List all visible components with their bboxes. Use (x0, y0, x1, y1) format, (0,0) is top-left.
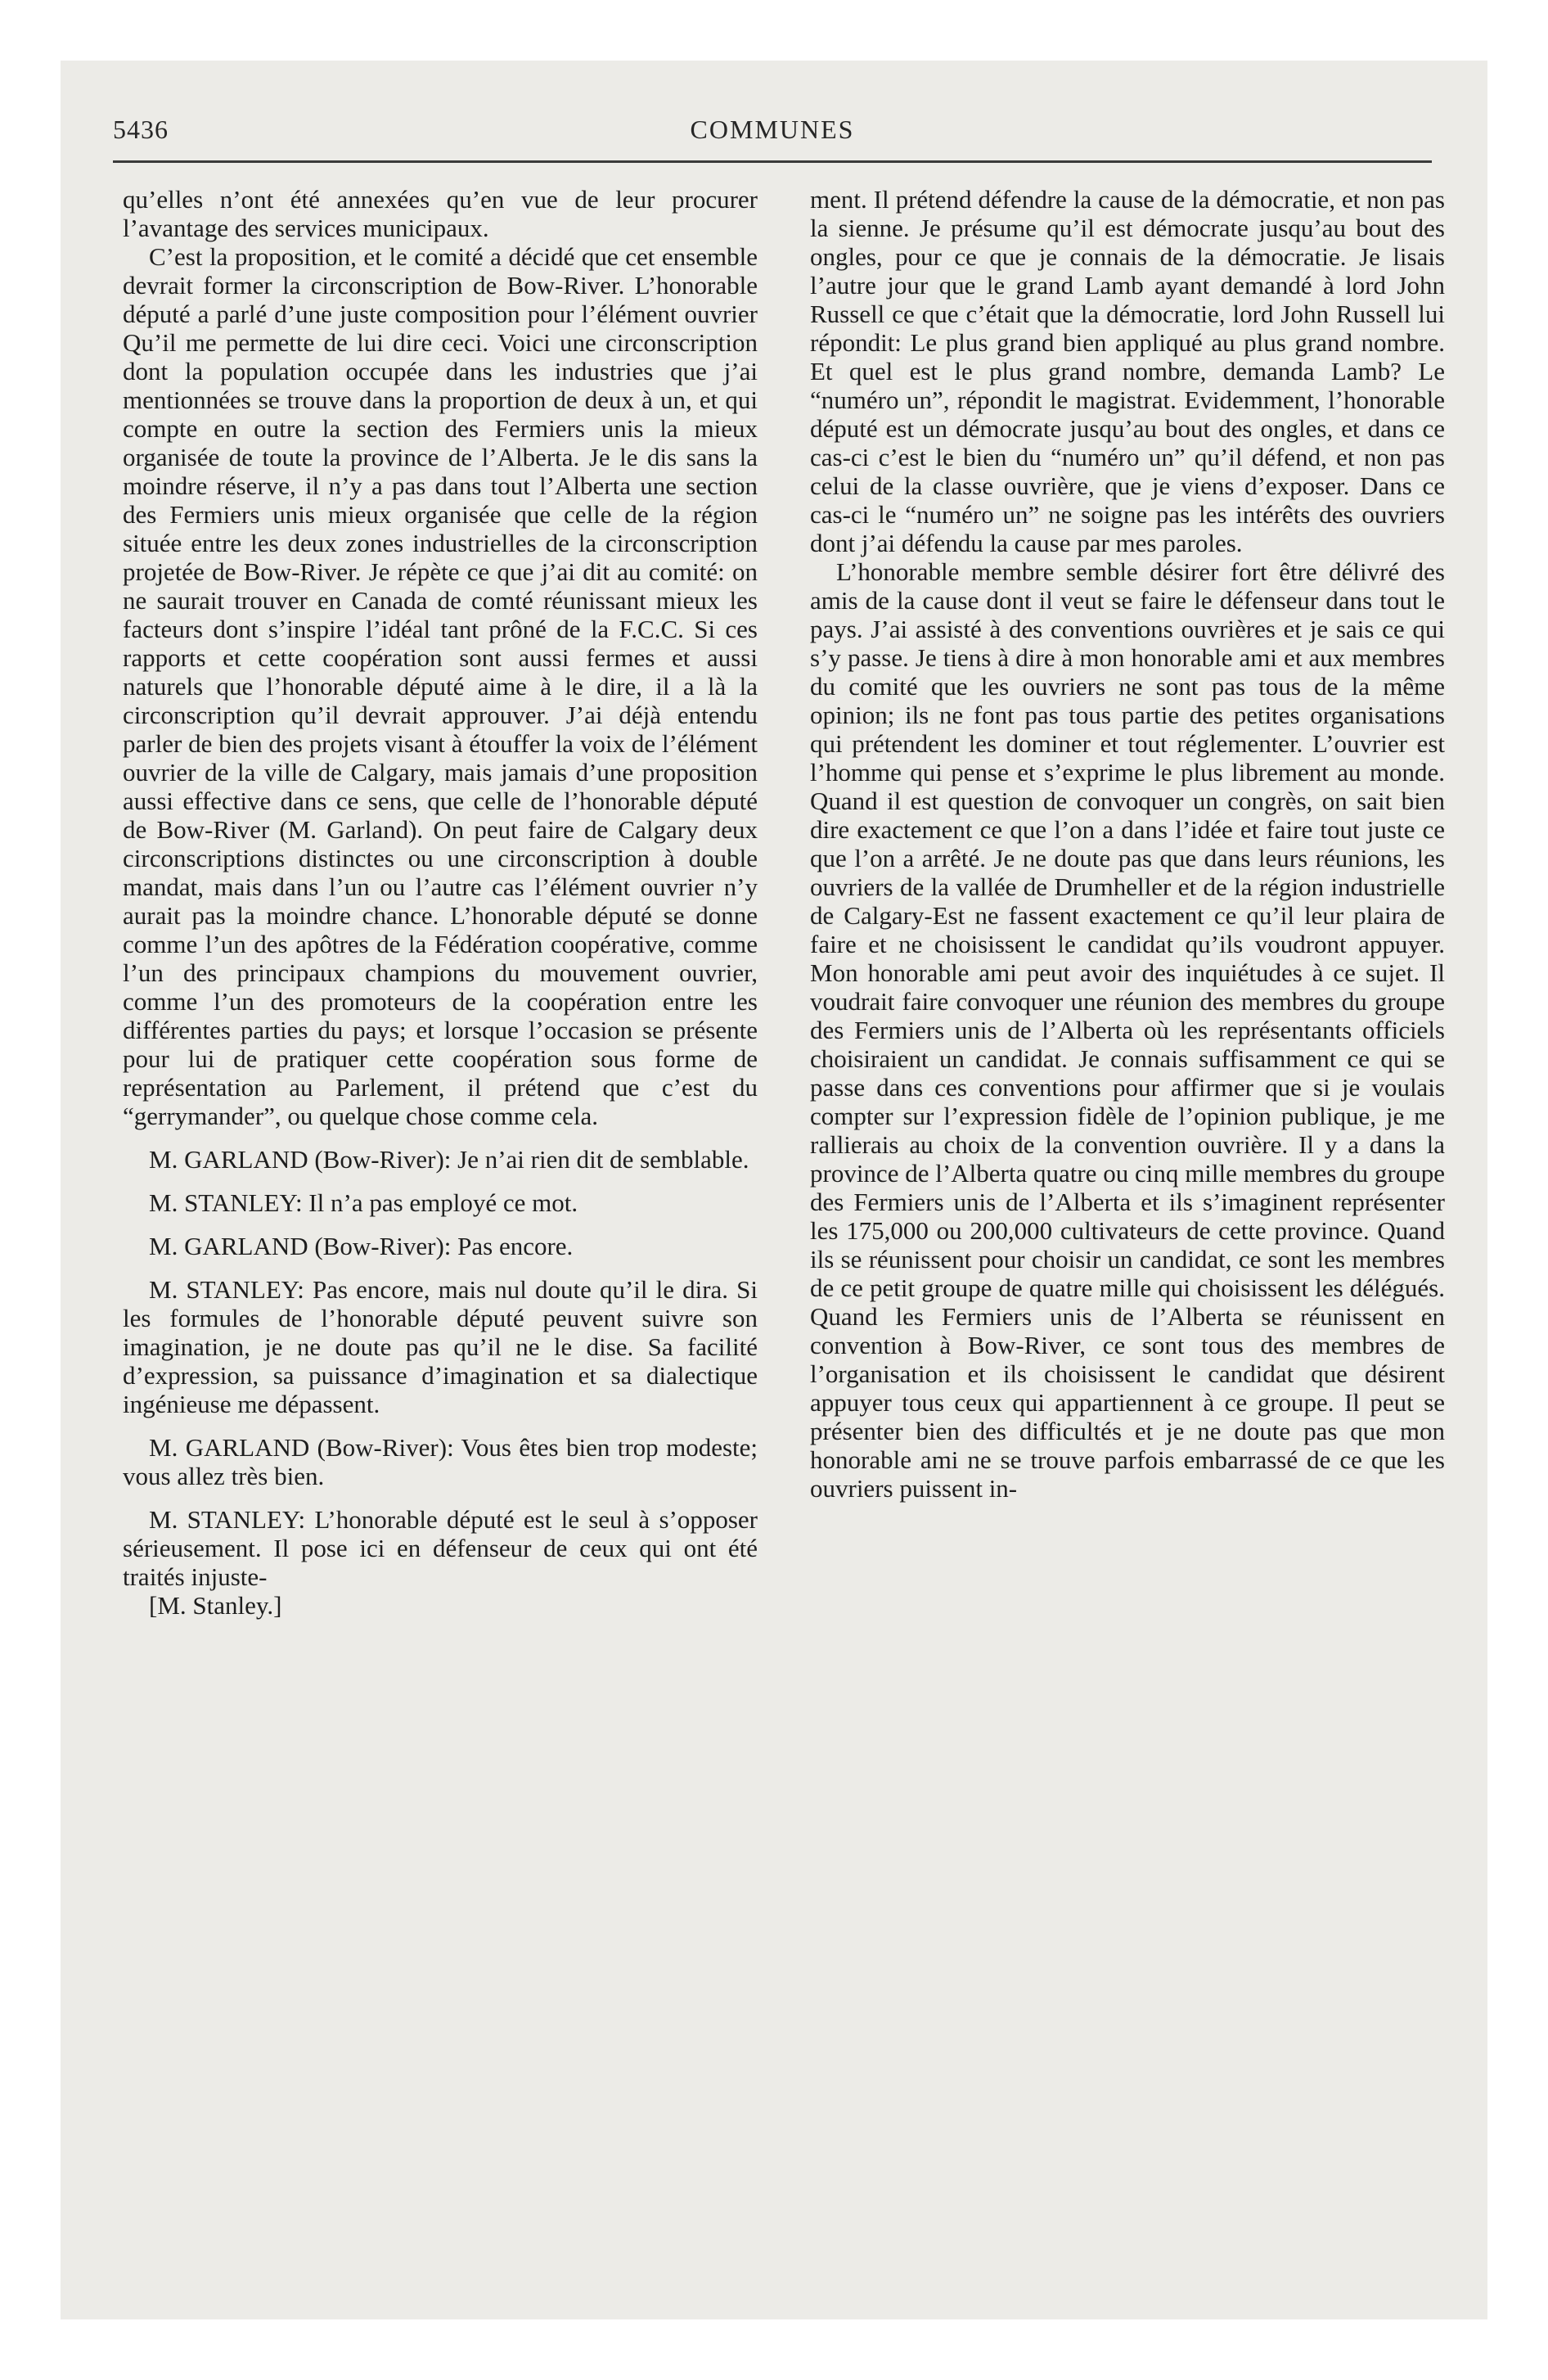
speech-stanley-2: M. STANLEY: Pas encore, mais nul doute qu’il le dira. Si les formules de l’honorable député peuvent suivre son imagination, je ne doute pas qu’il ne le dise. Sa facilité d’expression, sa puissance d’imagination et sa dialectique ingénieuse me dépassent. (123, 1275, 758, 1418)
running-title: COMMUNES (690, 115, 855, 144)
right-paragraph-continuation: ment. Il prétend défendre la cause de la démocratie, et non pas la sienne. Je présume qu’il est démocrate jusqu’au bout des ongles, pour ce que je connais de la démocratie. Je lisais l’autre jour que le grand Lamb ayant demandé à lord John Russell ce que c’était que la démocratie, lord John Russell lui répondit: Le plus grand bien appliqué au plus grand nombre. Et quel est le plus grand nombre, demanda Lamb? Le “numéro un”, répondit le magistrat. Evidemment, l’honorable député est un démocrate jusqu’au bout des ongles, et dans ce cas-ci c’est le bien du “numéro un” qu’il défend, et non pas celui de la classe ouvrière, que je viens d’exposer. Dans ce cas-ci le “numéro un” ne soigne pas les intérêts des ouvriers dont j’ai défendu la cause par mes paroles. (810, 185, 1445, 557)
speech-garland-1: M. GARLAND (Bow-River): Je n’ai rien dit de semblable. (149, 1145, 749, 1174)
left-paragraph-main: C’est la proposition, et le comité a décidé que cet ensemble devrait former la circonscription de Bow-River. L’honorable député a parlé d’une juste composition pour l’élément ouvrier Qu’il me permette de lui dire ceci. Voici une circonscription dont la population occupée dans les industries que j’ai mentionnées se trouve dans la proportion de deux à un, et qui compte en outre la section des Fermiers unis la mieux organisée de toute la province de l’Alberta. Je le dis sans la moindre réserve, il n’y a pas dans tout l’Alberta une section des Fermiers unis mieux organisée que celle de la région située entre les deux zones industrielles de la circonscription projetée de Bow-River. Je répète ce que j’ai dit au comité: on ne saurait trouver en Canada de comté réunissant mieux les facteurs dont s’inspire l’idéal tant prôné de la F.C.C. Si ces rapports et cette coopération sont aussi fermes et aussi naturels que l’honorable député aime à le dire, il a là la circonscription qu’il devrait approuver. J’ai déjà entendu parler de bien des projets visant à étouffer la voix de l’élément ouvrier de la ville de Calgary, mais jamais d’une proposition aussi effective dans ce sens, que celle de l’honorable député de Bow-River (M. Garland). On peut faire de Calgary deux circonscriptions distinctes ou une circonscription à double mandat, mais dans l’un ou l’autre cas l’élément ouvrier n’y aurait pas la moindre chance. L’honorable député se donne comme l’un des apôtres de la Fédération coopérative, comme l’un des principaux champions du mouvement ouvrier, comme l’un des promoteurs de la coopération entre les différentes parties du pays; et lorsque l’occasion se présente pour lui de pratiquer cette coopération sous forme de représentation au Parlement, il prétend que c’est du “gerrymander”, ou quelque chose comme cela. (123, 242, 758, 1130)
speaker-signature: [M. Stanley.] (149, 1591, 282, 1620)
speech-stanley-1: M. STANLEY: Il n’a pas employé ce mot. (149, 1188, 578, 1217)
right-column (810, 185, 1445, 1503)
page-header (113, 115, 1432, 147)
header-rule (113, 160, 1432, 163)
left-column (123, 185, 758, 1620)
speech-stanley-3: M. STANLEY: L’honorable député est le seul à s’opposer sérieusement. Il pose ici en défenseur de ceux qui ont été traités injuste- (123, 1505, 758, 1591)
speech-garland-3: M. GARLAND (Bow-River): Vous êtes bien trop modeste; vous allez très bien. (123, 1433, 758, 1490)
right-paragraph-main: L’honorable membre semble désirer fort être délivré des amis de la cause dont il veut se faire le défenseur dans tout le pays. J’ai assisté à des conventions ouvrières et je sais ce qui s’y passe. Je tiens à dire à mon honorable ami et aux membres du comité que les ouvriers ne sont pas tous de la même opinion; ils ne font pas tous partie des petites organisations qui prétendent les dominer et tout réglementer. L’ouvrier est l’homme qui pense et s’exprime le plus librement au monde. Quand il est question de convoquer un congrès, on sait bien dire exactement ce que l’on a dans l’idée et faire tout juste ce que l’on a arrêté. Je ne doute pas que dans leurs réunions, les ouvriers de la vallée de Drumheller et de la région industrielle de Calgary-Est ne fassent exactement ce qu’il leur plaira de faire et ne choisissent le candidat qu’ils voudront appuyer. Mon honorable ami peut avoir des inquiétudes à ce sujet. Il voudrait faire convoquer une réunion des membres du groupe des Fermiers unis de l’Alberta où les représentants officiels choisiraient un candidat. Je connais suffisamment ce qui se passe dans ces conventions pour affirmer que si je voulais compter sur l’expression fidèle de l’opinion publique, je me rallierais au choix de la convention ouvrière. Il y a dans la province de l’Alberta quatre ou cinq mille membres du groupe des Fermiers unis de l’Alberta et ils s’imaginent représenter les 175,000 ou 200,000 cultivateurs de cette province. Quand ils se réunissent pour choisir un candidat, ce sont les membres de ce petit groupe de quatre mille qui choisissent les délégués. Quand les Fermiers unis de l’Alberta se réunissent en convention à Bow-River, ce sont tous des membres de l’organisation et ils choisissent le candidat que désirent appuyer tous ceux qui appartiennent à ce groupe. Il peut se présenter bien des difficultés et je ne doute pas que mon honorable ami ne se trouve parfois embarrassé de ce que les ouvriers puissent in- (810, 557, 1445, 1503)
left-paragraph-continuation: qu’elles n’ont été annexées qu’en vue de leur procurer l’avantage des services municipaux. (123, 185, 758, 242)
speech-garland-2: M. GARLAND (Bow-River): Pas encore. (149, 1232, 574, 1260)
page-number: 5436 (113, 115, 169, 144)
